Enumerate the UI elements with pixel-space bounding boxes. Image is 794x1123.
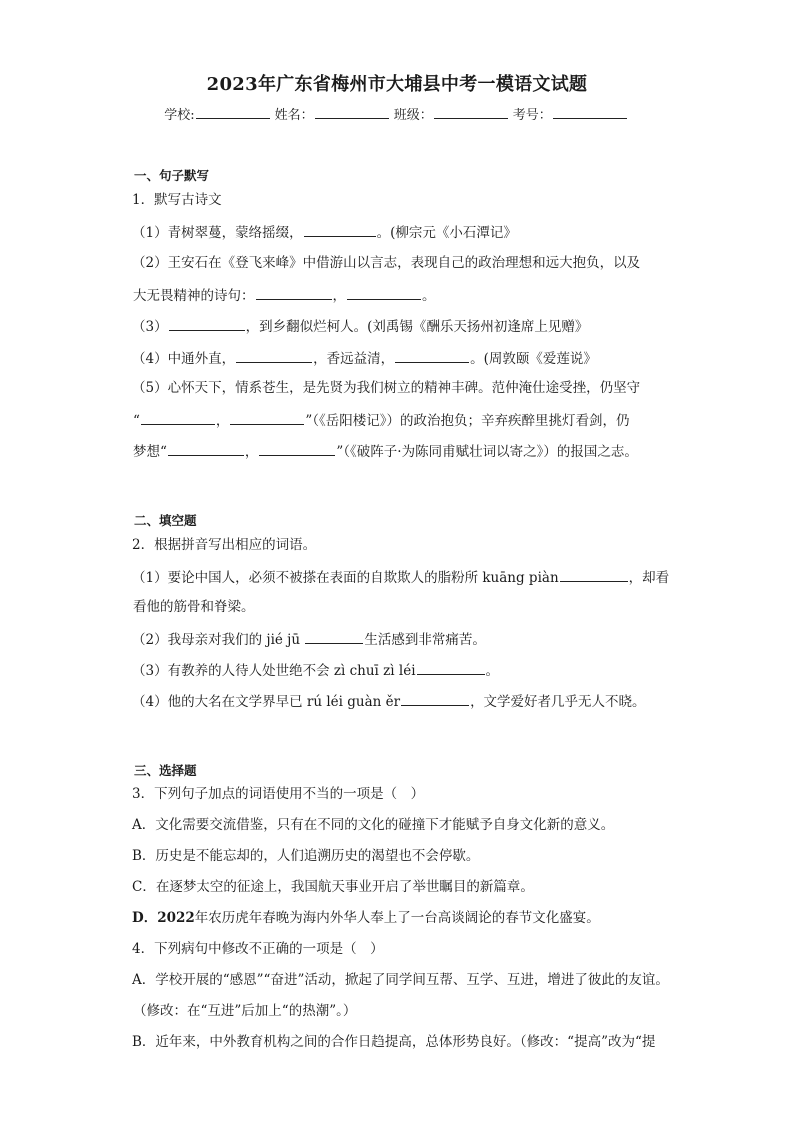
question-1-item-5-line-2 xyxy=(133,410,630,430)
q2-1-text-b: ，却看 xyxy=(628,570,670,586)
school-label: 学校: xyxy=(164,108,195,123)
question-2-item-1-line-2: 看他的筋骨和脊梁。 xyxy=(133,599,255,615)
question-1-item-1 xyxy=(132,222,517,242)
answer-blank xyxy=(417,660,485,675)
q3-d-year: D．2022 xyxy=(132,910,195,926)
q1-5-comma: ， xyxy=(215,413,230,429)
question-2-item-1-line-1 xyxy=(132,567,669,587)
answer-blank xyxy=(395,348,469,363)
question-4-option-b-line-1: B．近年来，中外教育机构之间的合作日趋提高，总体形势良好。（修改：“提高”改为“提 xyxy=(132,1034,656,1050)
question-2-item-4 xyxy=(132,691,646,711)
question-3-option-b: B．历史是不能忘却的，人们追溯历史的渴望也不会停歇。 xyxy=(132,848,480,864)
section-title-dictation: 一、句子默写 xyxy=(134,168,210,183)
question-3-option-d xyxy=(132,909,600,927)
q1-2-text-d: 。 xyxy=(422,288,436,304)
q1-5-text-tail: ”（《岳阳楼记》）的政治抱负；辛弃疾醉里挑灯看剑，仍 xyxy=(305,413,630,429)
question-4-option-a-line-2: （修改：在“互进”后加上“的热潮”。） xyxy=(133,1003,357,1019)
question-2-item-3 xyxy=(132,660,499,680)
class-label: 班级： xyxy=(393,108,433,123)
student-info-row xyxy=(0,104,794,123)
question-1-item-5-line-1: （5）心怀天下，情系苍生，是先贤为我们树立的精神丰碑。范仲淹仕途受挫，仍坚守 xyxy=(132,380,641,396)
answer-blank xyxy=(168,441,244,456)
name-label: 姓名： xyxy=(274,108,314,123)
answer-blank xyxy=(401,691,469,706)
question-1-item-3 xyxy=(132,316,588,336)
q2-4-text-b: ，文学爱好者几乎无人不晓。 xyxy=(470,694,646,710)
section-title-multiple-choice: 三、选择题 xyxy=(134,763,197,778)
question-4-option-a-line-1: A．学校开展的“感恩”“奋进”活动，掀起了同学间互帮、互学、互进，增进了彼此的友谊。 xyxy=(132,972,669,988)
school-blank xyxy=(196,106,270,119)
exam-no-label: 考号： xyxy=(512,108,552,123)
q1-2-text-c: ， xyxy=(332,288,346,304)
q1-4-text-a: （4）中通外直， xyxy=(132,351,236,367)
question-1-stem: 1．默写古诗文 xyxy=(132,192,222,208)
answer-blank xyxy=(347,285,421,300)
question-1-item-5-line-3 xyxy=(133,441,638,461)
answer-blank xyxy=(256,285,332,300)
q1-5-text-tail-2: ”（《破阵子·为陈同甫赋壮词以寄之》）的报国之志。 xyxy=(336,444,638,460)
question-2-item-2 xyxy=(132,629,486,649)
question-3-option-a: A．文化需要交流借鉴，只有在不同的文化的碰撞下才能赋予自身文化新的意义。 xyxy=(132,817,615,833)
question-3-option-c: C．在逐梦太空的征途上，我国航天事业开启了举世瞩目的新篇章。 xyxy=(132,879,534,895)
answer-blank xyxy=(236,348,312,363)
q2-2-text-b: 生活感到非常痛苦。 xyxy=(364,632,486,648)
answer-blank xyxy=(304,222,376,237)
q1-3-text-a: （3） xyxy=(132,319,168,335)
answer-blank xyxy=(169,316,245,331)
question-3-stem: 3．下列句子加点的词语使用不当的一项是（ ） xyxy=(132,786,425,802)
q1-5-open-quote: “ xyxy=(133,413,140,429)
section-title-fill-blank: 二、填空题 xyxy=(134,513,197,528)
question-1-item-2-line-2 xyxy=(133,285,436,305)
q1-4-text-c: 。(周敦颐《爱莲说》 xyxy=(470,351,597,367)
q1-1-text-a: （1）青树翠蔓，蒙络摇缀， xyxy=(132,225,303,241)
q1-1-text-b: 。(柳宗元《小石潭记》 xyxy=(376,225,517,241)
q2-2-text-a: （2）我母亲对我们的 jié jū xyxy=(132,632,305,648)
q1-2-text-b: 大无畏精神的诗句： xyxy=(133,288,255,304)
q2-4-text-a: （4）他的大名在文学界早已 rú léi guàn ěr xyxy=(132,694,401,710)
page-title: 2023年广东省梅州市大埔县中考一模语文试题 xyxy=(206,74,588,95)
q1-5-text-head: 梦想“ xyxy=(133,444,167,460)
answer-blank xyxy=(141,410,215,425)
question-1-item-4 xyxy=(132,348,597,368)
question-4-stem: 4．下列病句中修改不正确的一项是（ ） xyxy=(132,941,384,957)
q2-3-text-b: 。 xyxy=(485,663,500,679)
q2-3-text-a: （3）有教养的人待人处世绝不会 zì chuī zì léi xyxy=(132,663,416,679)
answer-blank xyxy=(230,410,304,425)
q3-d-text: 年农历虎年春晚为海内外华人奉上了一台高谈阔论的春节文化盛宴。 xyxy=(194,910,600,926)
q1-4-text-b: ，香远益清， xyxy=(313,351,395,367)
answer-blank xyxy=(259,441,335,456)
class-blank xyxy=(434,106,508,119)
question-2-stem: 2．根据拼音写出相应的词语。 xyxy=(132,537,317,553)
q2-1-text-a: （1）要论中国人，必须不被搽在表面的自欺欺人的脂粉所 kuāng piàn xyxy=(132,570,559,586)
q1-5-comma-2: ， xyxy=(244,444,259,460)
answer-blank xyxy=(560,567,628,582)
q1-3-text-b: ，到乡翻似烂柯人。(刘禹锡《酬乐天扬州初逢席上见赠》 xyxy=(245,319,589,335)
answer-blank xyxy=(305,629,363,644)
name-blank xyxy=(315,106,389,119)
exam-no-blank xyxy=(553,106,627,119)
question-1-item-2-line-1: （2）王安石在《登飞来峰》中借游山以言志，表现自己的政治理想和远大抱负，以及 xyxy=(132,255,641,271)
